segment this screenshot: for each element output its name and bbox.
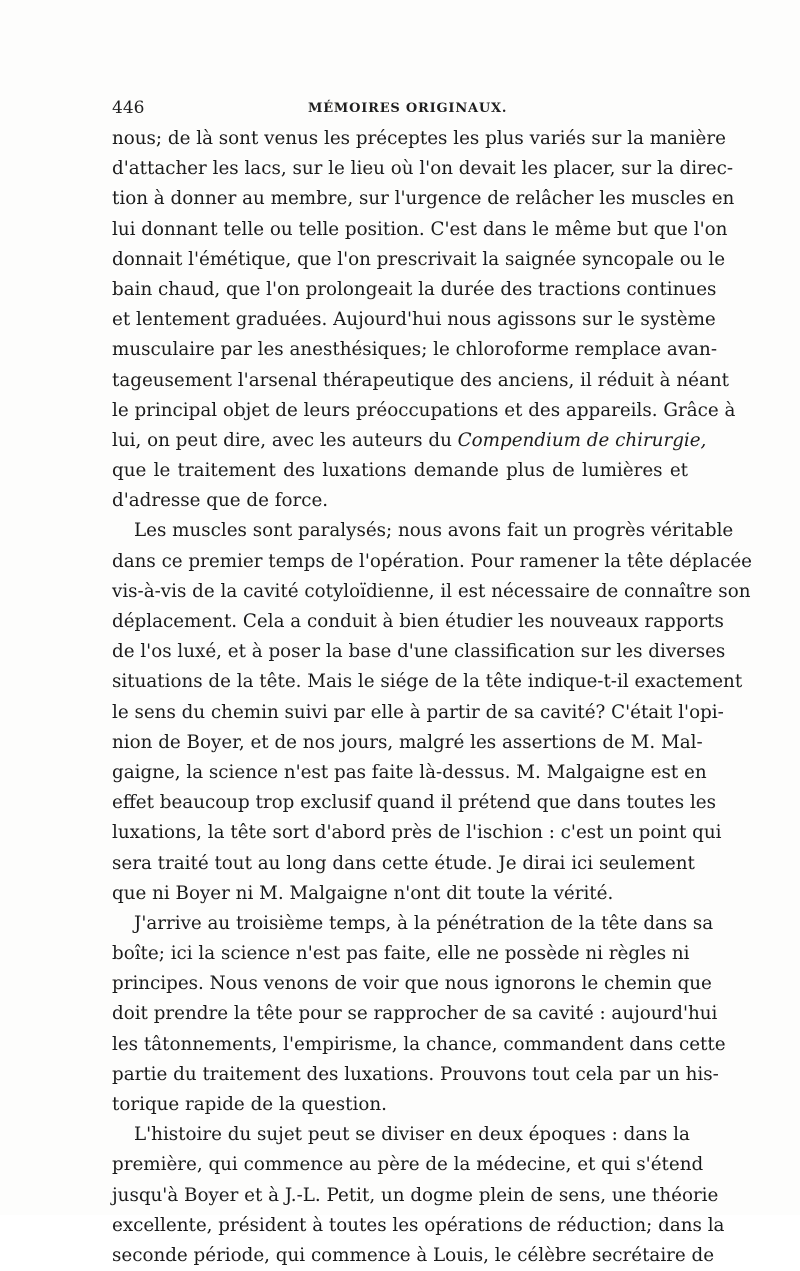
text-line: le sens du chemin suivi par elle à partir de sa cavité? C'était l'opi- <box>112 701 724 723</box>
paragraph-end-line: que ni Boyer ni M. Malgaigne n'ont dit toute la vérité. <box>112 882 614 904</box>
text-line: luxations, la tête sort d'abord près de l'ischion : c'est un point qui <box>112 822 722 844</box>
paragraph-end-line: d'adresse que de force. <box>112 490 329 512</box>
text-line: première, qui commence au père de la médecine, et qui s'étend <box>112 1154 704 1176</box>
text-line: tion à donner au membre, sur l'urgence de relâcher les muscles en <box>112 188 735 210</box>
text-line: les tâtonnements, l'empirisme, la chance, commandent dans cette <box>112 1033 726 1055</box>
text-line: nous; de là sont venus les préceptes les plus variés sur la manière <box>112 128 726 149</box>
text-line: sera traité tout au long dans cette étude. Je dirai ici seulement <box>112 852 695 874</box>
text-line: partie du traitement des luxations. Prouvons tout cela par un his- <box>112 1063 719 1085</box>
text-line: donnait l'émétique, que l'on prescrivait la saignée syncopale ou le <box>112 248 726 270</box>
text-line-with-citation <box>112 426 707 456</box>
text-line: situations de la tête. Mais le siége de la tête indique-t-il exactement <box>112 671 743 693</box>
text-line: musculaire par les anesthésiques; le chloroforme remplace avan- <box>112 339 718 361</box>
paragraph-start-line: Les muscles sont paralysés; nous avons fait un progrès véritable <box>134 520 734 542</box>
page-number: 446 <box>112 98 145 118</box>
text-line: déplacement. Cela a conduit à bien étudier les nouveaux rapports <box>112 611 724 632</box>
text-line: dans ce premier temps de l'opération. Pour ramener la tête déplacée <box>112 550 752 572</box>
body-text <box>112 124 752 1271</box>
text-line: nion de Boyer, et de nos jours, malgré les assertions de M. Mal- <box>112 731 703 753</box>
paragraph-end-line: torique rapide de la question. <box>112 1094 387 1115</box>
page-header <box>112 98 688 122</box>
text-line: le principal objet de leurs préoccupations et des appareils. Grâce à <box>112 399 736 421</box>
italic-book-title: Compendium de chirurgie, <box>457 429 707 451</box>
paragraph-start-line: J'arrive au troisième temps, à la pénétration de la tête dans sa <box>134 912 714 934</box>
text-line: tageusement l'arsenal thérapeutique des anciens, il réduit à néant <box>112 369 729 391</box>
text-line: gaigne, la science n'est pas faite là-dessus. M. Malgaigne est en <box>112 761 707 783</box>
text-line: de l'os luxé, et à poser la base d'une classification sur les diverses <box>112 641 726 663</box>
text-segment: lui, on peut dire, avec les auteurs du <box>112 429 458 451</box>
paragraph-start-line: L'histoire du sujet peut se diviser en deux époques : dans la <box>134 1124 690 1146</box>
text-line: boîte; ici la science n'est pas faite, elle ne possède ni règles ni <box>112 943 690 965</box>
text-line: jusqu'à Boyer et à J.-L. Petit, un dogme plein de sens, une théorie <box>112 1184 719 1206</box>
running-title: MÉMOIRES ORIGINAUX. <box>308 101 508 116</box>
text-line: vis-à-vis de la cavité cotyloïdienne, il est nécessaire de connaître son <box>112 580 751 602</box>
text-line: doit prendre la tête pour se rapprocher de sa cavité : aujourd'hui <box>112 1003 718 1025</box>
text-line: excellente, président à toutes les opérations de réduction; dans la <box>112 1214 725 1236</box>
text-line: effet beaucoup trop exclusif quand il prétend que dans toutes les <box>112 792 716 814</box>
text-line: d'attacher les lacs, sur le lieu où l'on devait les placer, sur la direc- <box>112 158 734 180</box>
text-line: seconde période, qui commence à Louis, le célèbre secrétaire de <box>112 1244 715 1266</box>
text-line: lui donnant telle ou telle position. C'est dans le même but que l'on <box>112 218 728 240</box>
text-line: que le traitement des luxations demande plus de lumières et <box>112 460 688 482</box>
text-line: bain chaud, que l'on prolongeait la durée des tractions continues <box>112 278 717 300</box>
text-line: principes. Nous venons de voir que nous ignorons le chemin que <box>112 973 712 995</box>
text-line: et lentement graduées. Aujourd'hui nous agissons sur le système <box>112 309 716 331</box>
